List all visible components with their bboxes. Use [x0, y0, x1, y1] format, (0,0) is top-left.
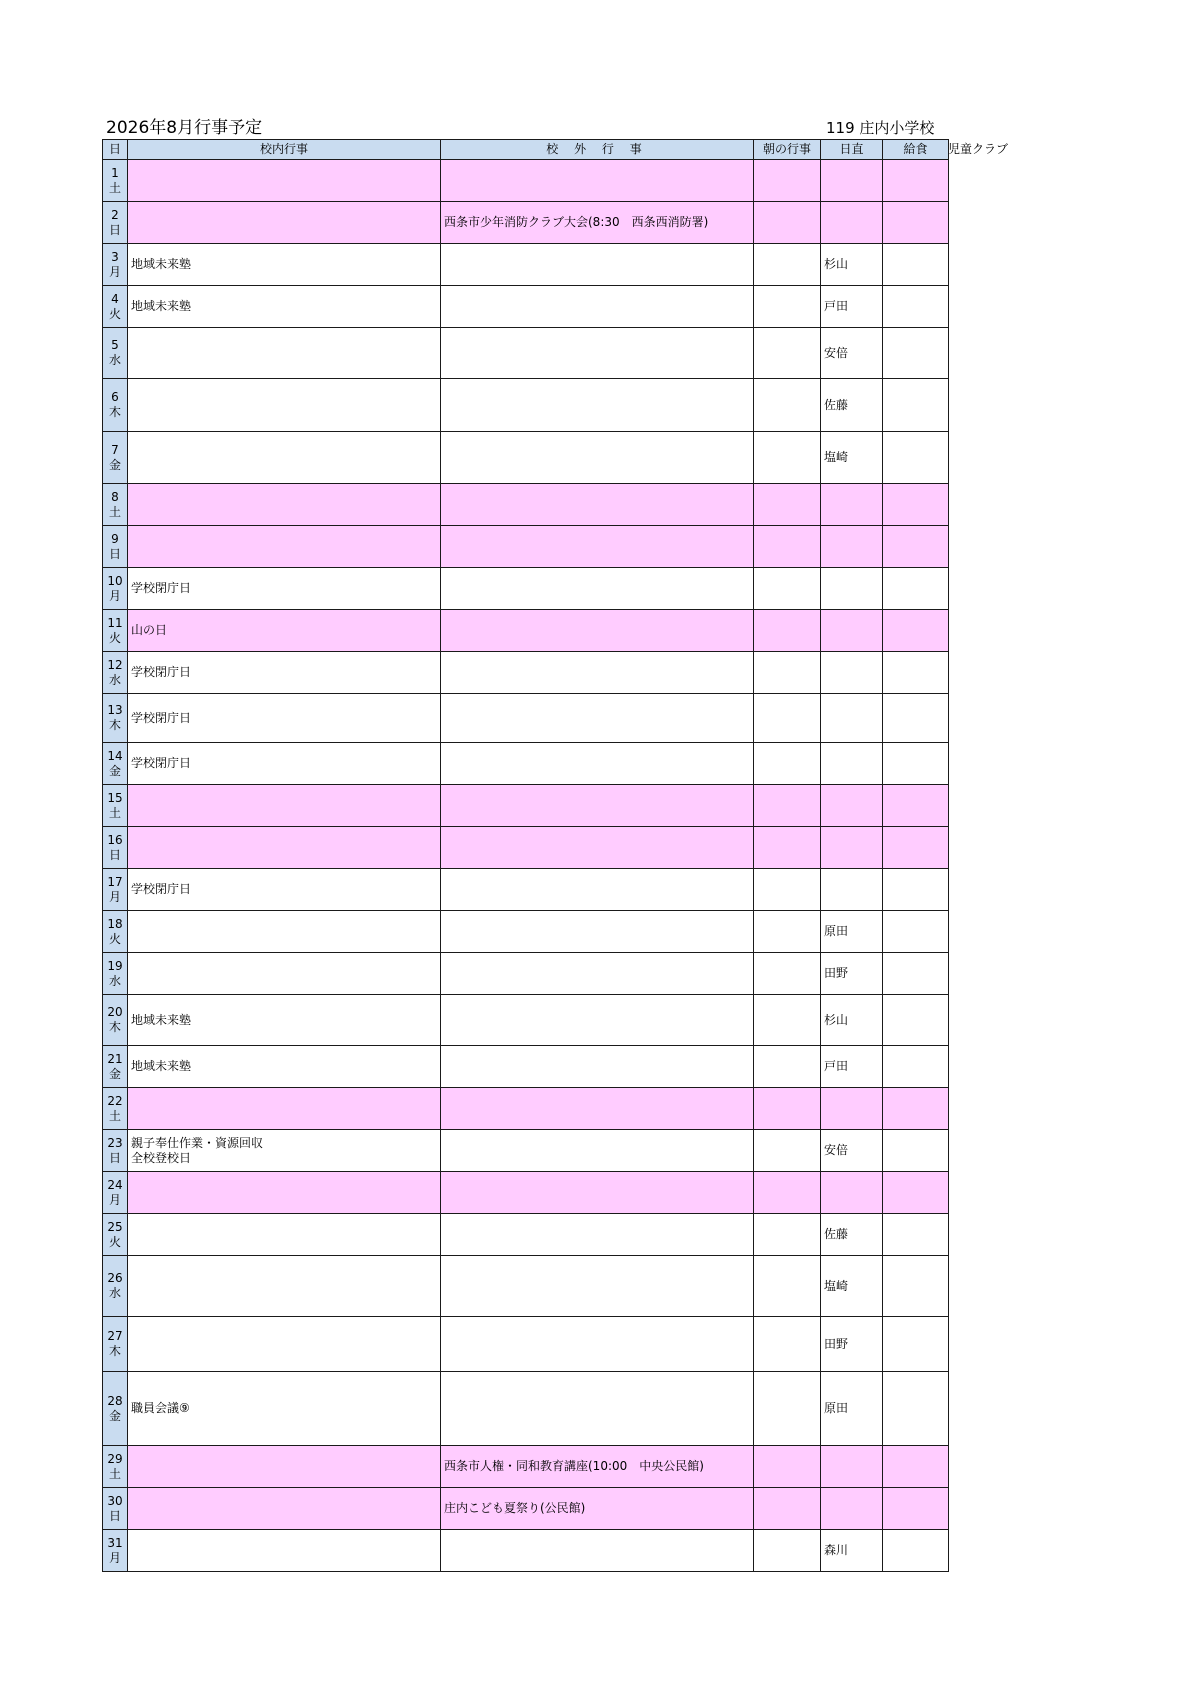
table-row — [103, 1046, 949, 1088]
morning-events-cell — [754, 953, 821, 995]
day-cell — [103, 160, 128, 202]
outside-events-cell — [441, 743, 754, 785]
day-number: 10 — [107, 573, 123, 588]
lunch-cell — [883, 1488, 949, 1530]
lunch-cell — [883, 1088, 949, 1130]
table-row — [103, 484, 949, 526]
duty-cell: 田野 — [821, 953, 883, 995]
lunch-cell — [883, 785, 949, 827]
day-cell — [103, 1256, 128, 1317]
lunch-cell — [883, 911, 949, 953]
lunch-cell — [883, 1172, 949, 1214]
day-cell — [103, 743, 128, 785]
outside-events-cell — [441, 328, 754, 379]
column-header-duty: 日直 — [821, 140, 883, 160]
column-header-outside-events: 校 外 行 事 — [441, 140, 754, 160]
morning-events-cell — [754, 1446, 821, 1488]
header-row — [103, 140, 949, 160]
duty-cell — [821, 869, 883, 911]
table-row — [103, 911, 949, 953]
duty-cell: 原田 — [821, 911, 883, 953]
outside-events-cell — [441, 286, 754, 328]
outside-events-cell: 西条市人権・同和教育講座(10:00 中央公民館) — [441, 1446, 754, 1488]
day-cell — [103, 953, 128, 995]
day-of-week: 土 — [108, 504, 121, 519]
duty-cell — [821, 610, 883, 652]
morning-events-cell — [754, 1214, 821, 1256]
morning-events-cell — [754, 568, 821, 610]
morning-events-cell — [754, 869, 821, 911]
table-row — [103, 1446, 949, 1488]
morning-events-cell — [754, 1046, 821, 1088]
day-cell — [103, 1317, 128, 1372]
morning-events-cell — [754, 1488, 821, 1530]
duty-cell: 佐藤 — [821, 1214, 883, 1256]
lunch-cell — [883, 379, 949, 432]
duty-cell — [821, 1488, 883, 1530]
table-row — [103, 1256, 949, 1317]
day-cell — [103, 432, 128, 484]
lunch-cell — [883, 432, 949, 484]
lunch-cell — [883, 827, 949, 869]
outside-events-cell — [441, 1172, 754, 1214]
school-events-cell: 学校閉庁日 — [128, 568, 441, 610]
day-of-week: 木 — [108, 1020, 121, 1034]
day-number: 26 — [107, 1271, 123, 1285]
duty-cell: 塩崎 — [821, 432, 883, 484]
lunch-cell — [883, 1256, 949, 1317]
day-number: 25 — [107, 1219, 123, 1234]
lunch-cell — [883, 244, 949, 286]
table-row — [103, 202, 949, 244]
day-cell — [103, 1046, 128, 1088]
day-number: 4 — [111, 291, 119, 306]
table-row — [103, 286, 949, 328]
day-of-week: 火 — [108, 931, 121, 946]
day-of-week: 月 — [108, 1192, 121, 1207]
morning-events-cell — [754, 1530, 821, 1572]
outside-events-cell — [441, 610, 754, 652]
morning-events-cell — [754, 526, 821, 568]
outside-events-cell — [441, 995, 754, 1046]
duty-cell: 森川 — [821, 1530, 883, 1572]
side-label: 児童クラブ — [948, 142, 1009, 156]
table-row — [103, 694, 949, 743]
morning-events-cell — [754, 160, 821, 202]
day-cell — [103, 1130, 128, 1172]
morning-events-cell — [754, 484, 821, 526]
day-of-week: 日 — [108, 546, 121, 561]
duty-cell: 塩崎 — [821, 1256, 883, 1317]
outside-events-cell — [441, 827, 754, 869]
table-row — [103, 1317, 949, 1372]
day-number: 18 — [107, 916, 123, 931]
day-number: 22 — [107, 1093, 123, 1108]
school-events-cell — [128, 1446, 441, 1488]
table-row — [103, 1372, 949, 1446]
outside-events-cell — [441, 785, 754, 827]
lunch-cell — [883, 160, 949, 202]
table-row — [103, 869, 949, 911]
day-of-week: 木 — [108, 718, 121, 732]
lunch-cell — [883, 743, 949, 785]
lunch-cell — [883, 1130, 949, 1172]
school-events-cell — [128, 1530, 441, 1572]
duty-cell — [821, 202, 883, 244]
duty-cell — [821, 785, 883, 827]
outside-events-cell: 西条市少年消防クラブ大会(8:30 西条西消防署) — [441, 202, 754, 244]
lunch-cell — [883, 1372, 949, 1446]
day-of-week: 金 — [108, 1066, 121, 1081]
day-number: 27 — [107, 1329, 123, 1343]
outside-events-cell — [441, 160, 754, 202]
school-events-cell: 山の日 — [128, 610, 441, 652]
day-number: 16 — [107, 832, 123, 847]
school-events-cell: 地域未来塾 — [128, 244, 441, 286]
duty-cell — [821, 1172, 883, 1214]
day-of-week: 土 — [108, 1466, 121, 1481]
school-events-cell — [128, 1214, 441, 1256]
morning-events-cell — [754, 785, 821, 827]
column-header-morning: 朝の行事 — [754, 140, 821, 160]
day-of-week: 水 — [108, 672, 121, 687]
day-of-week: 火 — [108, 1234, 121, 1249]
day-of-week: 水 — [108, 353, 121, 367]
day-cell — [103, 911, 128, 953]
day-cell — [103, 1088, 128, 1130]
school-events-cell: 学校閉庁日 — [128, 652, 441, 694]
column-header-day: 日 — [103, 140, 128, 160]
table-row — [103, 379, 949, 432]
school-events-cell: 職員会議⑨ — [128, 1372, 441, 1446]
table-row — [103, 785, 949, 827]
table-row — [103, 610, 949, 652]
morning-events-cell — [754, 652, 821, 694]
lunch-cell — [883, 1046, 949, 1088]
school-events-cell — [128, 785, 441, 827]
school-events-cell: 学校閉庁日 — [128, 694, 441, 743]
day-number: 29 — [107, 1451, 123, 1466]
table-row — [103, 652, 949, 694]
table-row — [103, 995, 949, 1046]
school-events-cell — [128, 1172, 441, 1214]
duty-cell: 杉山 — [821, 244, 883, 286]
duty-cell: 田野 — [821, 1317, 883, 1372]
table-row — [103, 526, 949, 568]
school-events-cell — [128, 379, 441, 432]
school-events-cell: 親子奉仕作業・資源回収 全校登校日 — [128, 1130, 441, 1172]
day-cell — [103, 1488, 128, 1530]
outside-events-cell — [441, 1046, 754, 1088]
lunch-cell — [883, 610, 949, 652]
table-row — [103, 160, 949, 202]
day-cell — [103, 694, 128, 743]
day-number: 21 — [107, 1051, 123, 1066]
lunch-cell — [883, 1214, 949, 1256]
school-events-cell: 地域未来塾 — [128, 286, 441, 328]
day-number: 20 — [107, 1005, 123, 1019]
schedule-body — [103, 160, 949, 1572]
school-events-cell — [128, 526, 441, 568]
day-of-week: 日 — [108, 1150, 121, 1165]
outside-events-cell — [441, 1372, 754, 1446]
school-events-cell — [128, 827, 441, 869]
day-of-week: 金 — [108, 1408, 121, 1423]
day-cell — [103, 1530, 128, 1572]
day-number: 17 — [107, 874, 123, 889]
day-number: 8 — [111, 489, 119, 504]
day-cell — [103, 379, 128, 432]
day-cell — [103, 785, 128, 827]
outside-events-cell — [441, 911, 754, 953]
outside-events-cell — [441, 568, 754, 610]
lunch-cell — [883, 953, 949, 995]
day-number: 15 — [107, 790, 123, 805]
day-of-week: 月 — [108, 1550, 121, 1565]
day-of-week: 土 — [108, 180, 121, 195]
table-row — [103, 1088, 949, 1130]
column-header-school-events: 校内行事 — [128, 140, 441, 160]
outside-events-cell — [441, 1214, 754, 1256]
school-events-cell — [128, 1488, 441, 1530]
lunch-cell — [883, 1317, 949, 1372]
day-of-week: 金 — [108, 457, 121, 472]
lunch-cell — [883, 694, 949, 743]
day-number: 30 — [107, 1493, 123, 1508]
day-of-week: 火 — [108, 630, 121, 645]
table-row — [103, 244, 949, 286]
school-events-cell — [128, 328, 441, 379]
lunch-cell — [883, 484, 949, 526]
column-header-lunch: 給食 — [883, 140, 949, 160]
day-number: 6 — [111, 390, 119, 404]
day-number: 19 — [107, 958, 123, 973]
outside-events-cell — [441, 1130, 754, 1172]
school-events-cell: 地域未来塾 — [128, 1046, 441, 1088]
school-events-cell — [128, 953, 441, 995]
outside-events-cell — [441, 526, 754, 568]
outside-events-cell — [441, 1088, 754, 1130]
table-row — [103, 827, 949, 869]
duty-cell: 安倍 — [821, 328, 883, 379]
lunch-cell — [883, 286, 949, 328]
duty-cell — [821, 827, 883, 869]
duty-cell — [821, 652, 883, 694]
duty-cell — [821, 160, 883, 202]
schedule-table — [102, 139, 949, 1572]
duty-cell — [821, 484, 883, 526]
day-of-week: 日 — [108, 222, 121, 237]
outside-events-cell — [441, 953, 754, 995]
day-number: 31 — [107, 1535, 123, 1550]
day-number: 24 — [107, 1177, 123, 1192]
school-events-cell — [128, 1317, 441, 1372]
day-cell — [103, 827, 128, 869]
table-row — [103, 743, 949, 785]
morning-events-cell — [754, 610, 821, 652]
day-of-week: 月 — [108, 588, 121, 603]
day-cell — [103, 1372, 128, 1446]
duty-cell — [821, 568, 883, 610]
day-cell — [103, 202, 128, 244]
morning-events-cell — [754, 694, 821, 743]
table-row — [103, 568, 949, 610]
outside-events-cell — [441, 694, 754, 743]
lunch-cell — [883, 1530, 949, 1572]
morning-events-cell — [754, 1372, 821, 1446]
table-row — [103, 432, 949, 484]
duty-cell: 原田 — [821, 1372, 883, 1446]
day-cell — [103, 1446, 128, 1488]
outside-events-cell — [441, 1317, 754, 1372]
morning-events-cell — [754, 743, 821, 785]
duty-cell — [821, 1088, 883, 1130]
day-number: 9 — [111, 531, 119, 546]
outside-events-cell — [441, 1256, 754, 1317]
morning-events-cell — [754, 379, 821, 432]
table-row — [103, 953, 949, 995]
outside-events-cell — [441, 652, 754, 694]
lunch-cell — [883, 652, 949, 694]
duty-cell — [821, 743, 883, 785]
duty-cell: 安倍 — [821, 1130, 883, 1172]
outside-events-cell — [441, 432, 754, 484]
day-cell — [103, 869, 128, 911]
school-events-cell: 学校閉庁日 — [128, 869, 441, 911]
morning-events-cell — [754, 911, 821, 953]
lunch-cell — [883, 1446, 949, 1488]
day-number: 23 — [107, 1135, 123, 1150]
day-number: 13 — [107, 703, 123, 717]
morning-events-cell — [754, 328, 821, 379]
school-events-cell — [128, 1256, 441, 1317]
table-row — [103, 328, 949, 379]
lunch-cell — [883, 328, 949, 379]
day-cell — [103, 286, 128, 328]
morning-events-cell — [754, 1130, 821, 1172]
day-cell — [103, 1172, 128, 1214]
outside-events-cell — [441, 1530, 754, 1572]
table-row — [103, 1214, 949, 1256]
morning-events-cell — [754, 202, 821, 244]
outside-events-cell: 庄内こども夏祭り(公民館) — [441, 1488, 754, 1530]
day-of-week: 水 — [108, 1286, 121, 1300]
day-number: 3 — [111, 249, 119, 264]
outside-events-cell — [441, 244, 754, 286]
day-number: 2 — [111, 207, 119, 222]
day-of-week: 木 — [108, 1344, 121, 1358]
day-of-week: 日 — [108, 1508, 121, 1523]
morning-events-cell — [754, 286, 821, 328]
day-cell — [103, 610, 128, 652]
day-number: 28 — [107, 1393, 123, 1408]
day-number: 11 — [107, 615, 123, 630]
school-events-cell — [128, 160, 441, 202]
outside-events-cell — [441, 379, 754, 432]
morning-events-cell — [754, 244, 821, 286]
day-of-week: 土 — [108, 805, 121, 820]
duty-cell: 戸田 — [821, 286, 883, 328]
table-row — [103, 1130, 949, 1172]
page-title: 2026年8月行事予定 — [106, 118, 263, 138]
day-of-week: 月 — [108, 889, 121, 904]
school-events-cell: 学校閉庁日 — [128, 743, 441, 785]
day-number: 14 — [107, 748, 123, 763]
duty-cell — [821, 1446, 883, 1488]
day-cell — [103, 1214, 128, 1256]
school-name: 119 庄内小学校 — [826, 119, 935, 137]
day-cell — [103, 568, 128, 610]
day-of-week: 火 — [108, 306, 121, 321]
day-cell — [103, 995, 128, 1046]
duty-cell: 杉山 — [821, 995, 883, 1046]
day-of-week: 月 — [108, 264, 121, 279]
day-number: 5 — [111, 338, 119, 352]
outside-events-cell — [441, 484, 754, 526]
lunch-cell — [883, 995, 949, 1046]
day-number: 1 — [111, 165, 119, 180]
outside-events-cell — [441, 869, 754, 911]
day-number: 12 — [107, 657, 123, 672]
duty-cell: 佐藤 — [821, 379, 883, 432]
lunch-cell — [883, 202, 949, 244]
day-of-week: 土 — [108, 1108, 121, 1123]
table-row — [103, 1488, 949, 1530]
day-of-week: 木 — [108, 405, 121, 419]
day-of-week: 日 — [108, 847, 121, 862]
morning-events-cell — [754, 995, 821, 1046]
morning-events-cell — [754, 1317, 821, 1372]
day-cell — [103, 652, 128, 694]
duty-cell — [821, 526, 883, 568]
duty-cell — [821, 694, 883, 743]
morning-events-cell — [754, 827, 821, 869]
day-cell — [103, 328, 128, 379]
morning-events-cell — [754, 1088, 821, 1130]
day-cell — [103, 244, 128, 286]
day-cell — [103, 526, 128, 568]
table-row — [103, 1530, 949, 1572]
day-cell — [103, 484, 128, 526]
day-of-week: 金 — [108, 763, 121, 778]
school-events-cell — [128, 432, 441, 484]
morning-events-cell — [754, 432, 821, 484]
school-events-cell — [128, 911, 441, 953]
day-number: 7 — [111, 442, 119, 457]
lunch-cell — [883, 869, 949, 911]
lunch-cell — [883, 526, 949, 568]
school-events-cell — [128, 1088, 441, 1130]
lunch-cell — [883, 568, 949, 610]
school-events-cell: 地域未来塾 — [128, 995, 441, 1046]
school-events-cell — [128, 202, 441, 244]
duty-cell: 戸田 — [821, 1046, 883, 1088]
morning-events-cell — [754, 1172, 821, 1214]
day-of-week: 水 — [108, 973, 121, 988]
table-row — [103, 1172, 949, 1214]
school-events-cell — [128, 484, 441, 526]
morning-events-cell — [754, 1256, 821, 1317]
